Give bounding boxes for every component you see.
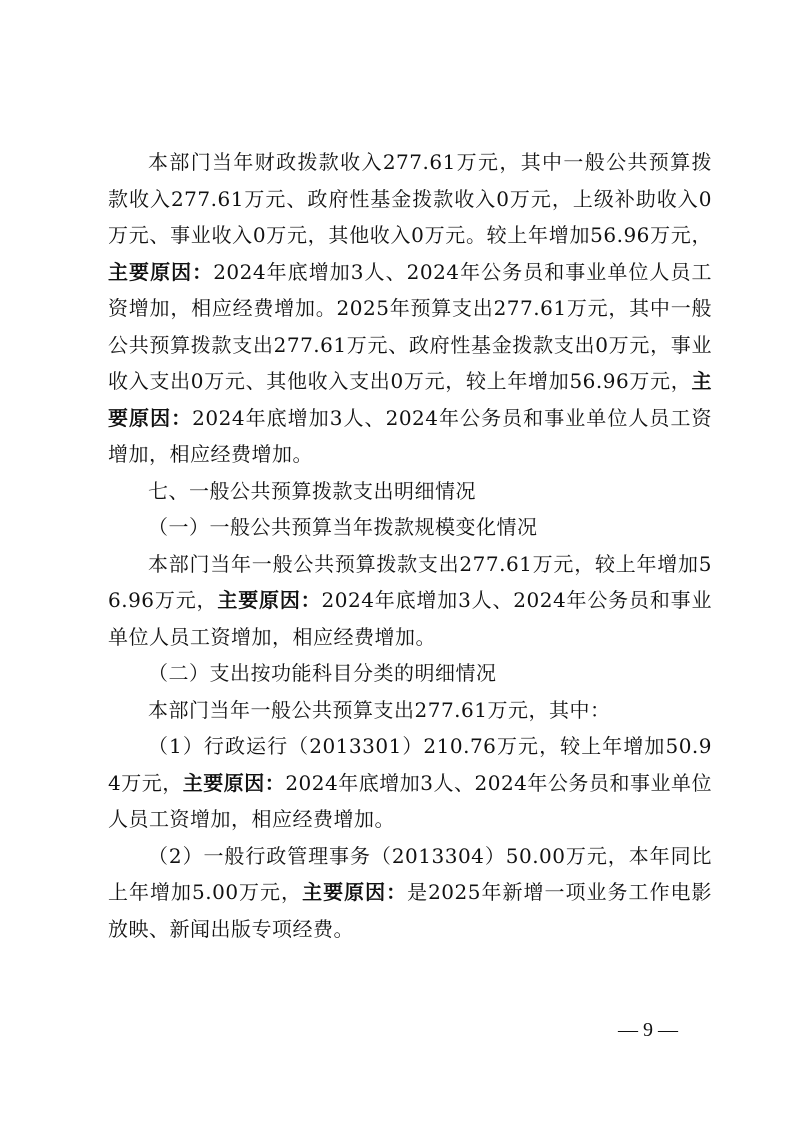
text-segment: 2024年底增加3人、2024年公务员和事业单位人员工资增加，相应经费增加。2025年预算支出277.61万元，其中一般公共预算拨款支出277.61万元、政府性基金拨款支出0万元，事业收入支出0万元、其他收入支出0万元，较上年增加56.96万元， [108,259,712,393]
subsection-heading-two: （二）支出按功能科目分类的明细情况 [148,661,497,685]
text-segment: 2024年底增加3人、2024年公务员和事业单位人员工资增加，相应经费增加。 [108,405,712,466]
bold-label-main-reason: 主要原因： [217,588,322,612]
document-page [108,144,712,947]
section-heading-seven: 七、一般公共预算拨款支出明细情况 [148,478,476,503]
text-segment: 本部门当年一般公共预算拨款支出277.61万元，较上年增加56.96万元， [108,551,712,612]
text-segment: 是2025年新增一项业务工作电影放映、新闻出版专项经费。 [108,880,713,941]
page-number: — 9 — [618,1019,678,1041]
bold-label-main-reason: 主要原因： [182,770,286,795]
text-segment: （2）一般行政管理事务（2013304）50.00万元，本年同比上年增加5.00万元， [108,843,712,904]
paragraph-item-administrative-operation [108,728,712,838]
paragraph-financial-income-summary [108,144,712,473]
bold-label-main-reason: 主要原因： [302,880,408,904]
bold-label-main-reason: 主要原因： [108,259,214,284]
text-segment: 2024年底增加3人、2024年公务员和事业单位人员工资增加，相应经费增加。 [108,588,712,649]
text-segment: 2024年底增加3人、2024年公务员和事业单位人员工资增加，相应经费增加。 [108,770,712,831]
paragraph-expenditure-intro: 本部门当年一般公共预算支出277.61万元，其中： [148,697,611,722]
subsection-heading-one: （一）一般公共预算当年拨款规模变化情况 [148,515,538,539]
paragraph-item-general-administration [108,838,712,948]
text-segment: 本部门当年财政拨款收入277.61万元，其中一般公共预算拨款收入277.61万元、政府性基金拨款收入0万元，上级补助收入0万元、事业收入0万元，其他收入0万元。较上年增加56.96万元， [108,150,712,247]
paragraph-appropriation-scale [108,546,712,656]
bold-label-main-reason: 主要原因： [108,369,712,430]
text-segment: （1）行政运行（2013301）210.76万元，较上年增加50.94万元， [108,734,712,795]
